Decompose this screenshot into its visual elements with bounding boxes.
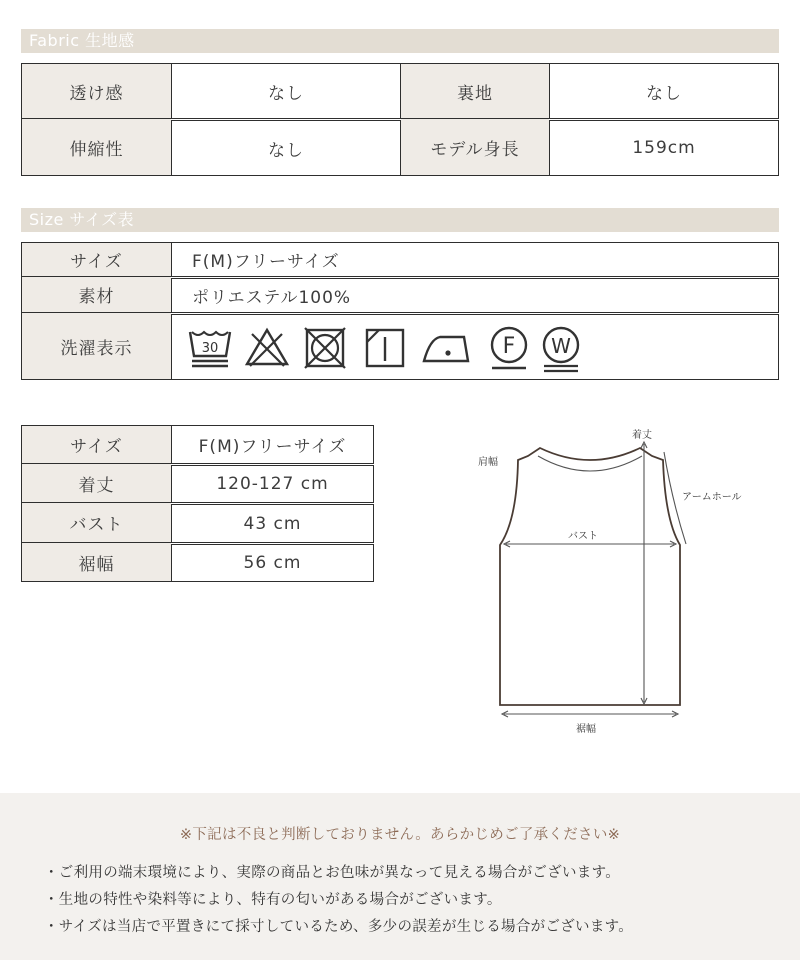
garment-outline: [500, 448, 680, 705]
measure-bust-label: バスト: [21, 503, 171, 543]
svg-text:F: F: [502, 334, 516, 359]
stretch-label: 伸縮性: [21, 119, 171, 176]
measure-bust-value: 43 cm: [171, 504, 374, 543]
measure-size-label: サイズ: [21, 425, 171, 464]
note-line: ・ご利用の端末環境により、実際の商品とお色味が異なって見える場合がございます。: [44, 865, 621, 881]
lining-label: 裏地: [401, 63, 549, 119]
model-height-label: モデル身長: [401, 119, 549, 176]
measure-length-label: 着丈: [21, 464, 171, 503]
svg-text:30: 30: [201, 341, 219, 356]
stretch-value: なし: [171, 120, 401, 176]
material-value: ポリエステル100%: [171, 278, 779, 313]
wet-clean-w-icon: [538, 324, 584, 374]
lining-value: なし: [549, 63, 779, 119]
measure-length-value: 120-127 cm: [171, 465, 374, 503]
transparency-value: なし: [171, 63, 401, 119]
fabric-section-title: Fabric 生地感: [29, 31, 135, 50]
wash-label: 洗濯表示: [21, 313, 171, 380]
garment-diagram: [460, 420, 780, 750]
bust-label: バスト: [568, 531, 598, 542]
hem-label: 裾幅: [576, 724, 596, 735]
shoulder-label: 肩幅: [478, 457, 498, 468]
model-height-value: 159cm: [549, 120, 779, 176]
armhole-label: アームホール: [682, 492, 742, 503]
dry-clean-f-icon: [486, 324, 532, 372]
shoulder-measure-line: [538, 456, 642, 471]
wash-30-icon: [186, 324, 234, 372]
notes-panel: [0, 793, 800, 960]
measure-hem-label: 裾幅: [21, 543, 171, 582]
note-line: ・サイズは当店で平置きにて採寸しているため、多少の誤差が生じる場合がございます。: [44, 919, 634, 935]
size-section-header: [21, 208, 779, 232]
material-label: 素材: [21, 277, 171, 313]
iron-low-icon: [418, 327, 474, 371]
wash-icons-cell: [171, 314, 779, 380]
size-label: サイズ: [21, 242, 171, 277]
measure-size-value: F(M)フリーサイズ: [171, 425, 374, 464]
length-label: 着丈: [632, 430, 652, 441]
drip-dry-shade-icon: [362, 325, 408, 371]
size-value: F(M)フリーサイズ: [171, 242, 779, 277]
no-bleach-icon: [244, 326, 290, 370]
svg-text:W: W: [551, 334, 571, 358]
fabric-section-header: [21, 29, 779, 53]
size-section-title: Size サイズ表: [29, 210, 135, 229]
notes-title: ※下記は不良と判断しておりません。あらかじめご了承ください※: [179, 827, 621, 843]
no-tumble-dry-icon: [302, 325, 348, 371]
note-line: ・生地の特性や染料等により、特有の匂いがある場合がございます。: [44, 892, 502, 908]
measure-hem-value: 56 cm: [171, 544, 374, 582]
transparency-label: 透け感: [21, 63, 171, 119]
